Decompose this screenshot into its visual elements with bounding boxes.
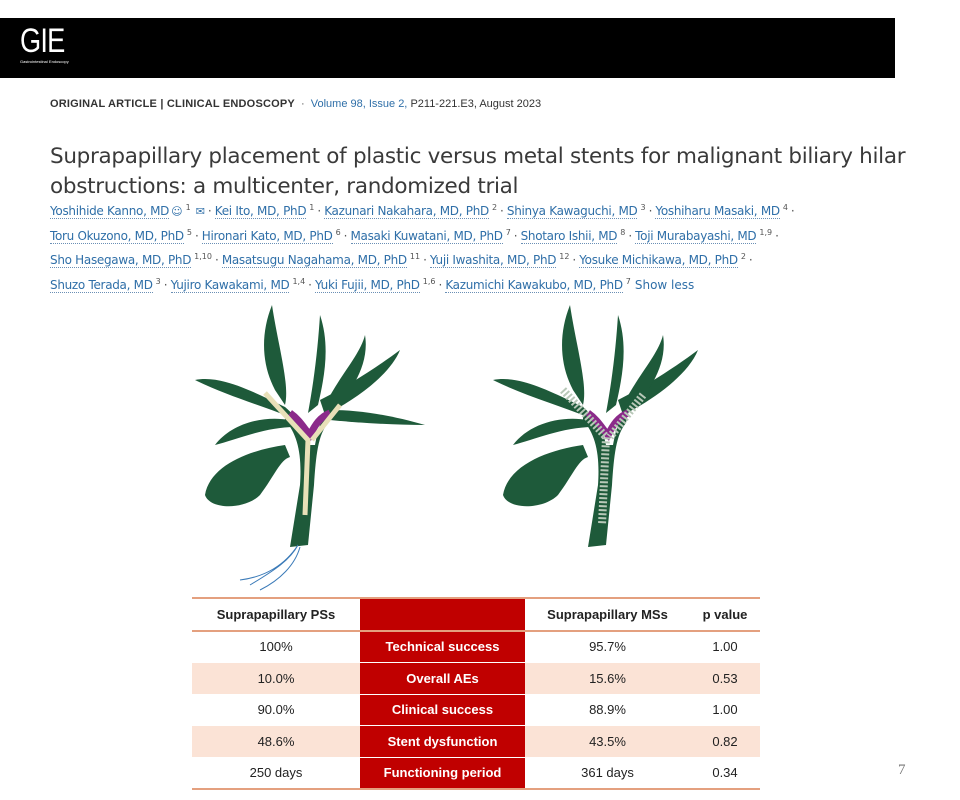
- affiliation-superscript: 8: [620, 227, 626, 237]
- table-cell: 10.0%: [192, 663, 360, 695]
- table-row: [192, 663, 760, 695]
- separator-dot: ·: [513, 228, 518, 243]
- affiliation-superscript: 12: [559, 252, 570, 261]
- author-link[interactable]: Masaki Kuwatani, MD, PhD: [350, 228, 503, 243]
- separator-dot: ·: [214, 253, 219, 267]
- affiliation-superscript: 4: [782, 203, 788, 212]
- table-cell: 43.5%: [525, 726, 690, 758]
- table-row: [192, 631, 760, 663]
- table-cell: 361 days: [525, 757, 690, 789]
- page-number: 7: [898, 762, 906, 778]
- author-line: [50, 203, 798, 228]
- journal-logo[interactable]: GIE Gastrointestinal Endoscopy: [20, 22, 69, 64]
- separator-dot: ·: [790, 204, 795, 218]
- table-cell: 0.53: [690, 663, 760, 695]
- affiliation-superscript: 1,6: [422, 276, 436, 286]
- table-cell: 100%: [192, 631, 360, 663]
- separator-dot: ·: [308, 277, 312, 292]
- journal-header-bar: [0, 18, 895, 78]
- table-row: [192, 757, 760, 789]
- table-cell: 1.00: [690, 694, 760, 726]
- article-type: ORIGINAL ARTICLE | CLINICAL ENDOSCOPY: [50, 98, 295, 110]
- author-link[interactable]: Shotaro Ishii, MD: [520, 228, 618, 243]
- metal-stent-illustration: [478, 295, 708, 595]
- separator-dot: ·: [317, 204, 322, 218]
- author-link[interactable]: Shinya Kawaguchi, MD: [506, 204, 638, 218]
- separator-dot: ·: [207, 204, 212, 218]
- person-icon[interactable]: ☺: [171, 205, 183, 218]
- table-cell: 0.82: [690, 726, 760, 758]
- column-header: Suprapapillary PSs: [192, 598, 360, 631]
- table-cell: 95.7%: [525, 631, 690, 663]
- outcome-label: Stent dysfunction: [360, 726, 525, 758]
- separator-dot: ·: [423, 253, 427, 267]
- results-table: [192, 597, 760, 790]
- affiliation-superscript: 1,10: [194, 252, 212, 261]
- email-icon[interactable]: ✉: [195, 205, 205, 218]
- separator-dot: ·: [648, 204, 653, 218]
- outcome-label: Clinical success: [360, 694, 525, 726]
- table-cell: 0.34: [690, 757, 760, 789]
- outcome-label: Functioning period: [360, 757, 525, 789]
- affiliation-superscript: 7: [505, 227, 511, 237]
- table-row: [192, 726, 760, 758]
- affiliation-superscript: 7: [625, 276, 631, 286]
- affiliation-superscript: 6: [335, 227, 341, 237]
- affiliation-superscript: 3: [640, 203, 646, 212]
- author-link[interactable]: Yoshihide Kanno, MD: [50, 204, 170, 218]
- author-line: [50, 252, 798, 277]
- volume-link[interactable]: Volume 98, Issue 2,: [310, 98, 408, 110]
- affiliation-superscript: 2: [740, 252, 746, 261]
- author-link[interactable]: Kei Ito, MD, PhD: [214, 204, 307, 218]
- table-cell: 90.0%: [192, 694, 360, 726]
- author-link[interactable]: Yosuke Michikawa, MD, PhD: [579, 253, 738, 267]
- table-header-row: [192, 598, 760, 631]
- pages-date: P211-221.E3, August 2023: [410, 98, 542, 110]
- author-link[interactable]: Toji Murabayashi, MD: [635, 228, 757, 243]
- separator-dot: ·: [163, 277, 168, 292]
- table-cell: 88.9%: [525, 694, 690, 726]
- author-link[interactable]: Masatsugu Nagahama, MD, PhD: [221, 253, 407, 267]
- table-cell: 250 days: [192, 757, 360, 789]
- author-link[interactable]: Yoshiharu Masaki, MD: [655, 204, 780, 218]
- affiliation-superscript: 1: [185, 203, 191, 212]
- author-link[interactable]: Shuzo Terada, MD: [50, 277, 153, 292]
- column-header: [360, 598, 525, 631]
- affiliation-superscript: 1,9: [759, 227, 773, 237]
- author-link[interactable]: Yujiro Kawakami, MD: [170, 277, 290, 292]
- table-row: [192, 694, 760, 726]
- column-header: Suprapapillary MSs: [525, 598, 690, 631]
- affiliation-superscript: 3: [155, 276, 161, 286]
- separator-dot: ·: [343, 228, 348, 243]
- affiliation-superscript: 1,4: [292, 276, 306, 286]
- outcome-label: Technical success: [360, 631, 525, 663]
- plastic-stent-illustration: [190, 295, 480, 595]
- author-list: [50, 203, 798, 301]
- author-link[interactable]: Sho Hasegawa, MD, PhD: [50, 253, 192, 267]
- author-link[interactable]: Hironari Kato, MD, PhD: [201, 228, 333, 243]
- table-cell: 1.00: [690, 631, 760, 663]
- author-link[interactable]: Yuji Iwashita, MD, PhD: [429, 253, 557, 267]
- separator-dot: ·: [438, 277, 443, 292]
- separator-dot: ·: [748, 253, 753, 267]
- affiliation-superscript: 5: [186, 227, 192, 237]
- author-link[interactable]: Toru Okuzono, MD, PhD: [50, 228, 184, 243]
- separator-dot: ·: [775, 228, 779, 243]
- outcome-label: Overall AEs: [360, 663, 525, 695]
- affiliation-superscript: 2: [491, 203, 498, 212]
- column-header: p value: [690, 598, 760, 631]
- show-less-link[interactable]: Show less: [634, 277, 695, 292]
- separator-dot: ·: [572, 253, 577, 267]
- table-cell: 48.6%: [192, 726, 360, 758]
- article-meta: ORIGINAL ARTICLE | CLINICAL ENDOSCOPY · Volume 98, Issue 2, P211-221.E3, August 2023: [50, 98, 542, 110]
- author-link[interactable]: Kazumichi Kawakubo, MD, PhD: [445, 277, 623, 292]
- separator-dot: ·: [194, 228, 199, 243]
- affiliation-superscript: 11: [409, 252, 421, 261]
- affiliation-superscript: 1: [309, 203, 315, 212]
- table-cell: 15.6%: [525, 663, 690, 695]
- author-link[interactable]: Yuki Fujii, MD, PhD: [315, 277, 420, 292]
- separator-dot: ·: [500, 204, 504, 218]
- article-title: Suprapapillary placement of plastic versus metal stents for malignant biliary hilar obstructions: a multicenter, randomized trial: [50, 144, 906, 200]
- author-line: [50, 228, 798, 253]
- author-link[interactable]: Kazunari Nakahara, MD, PhD: [324, 204, 489, 218]
- separator-dot: ·: [628, 228, 633, 243]
